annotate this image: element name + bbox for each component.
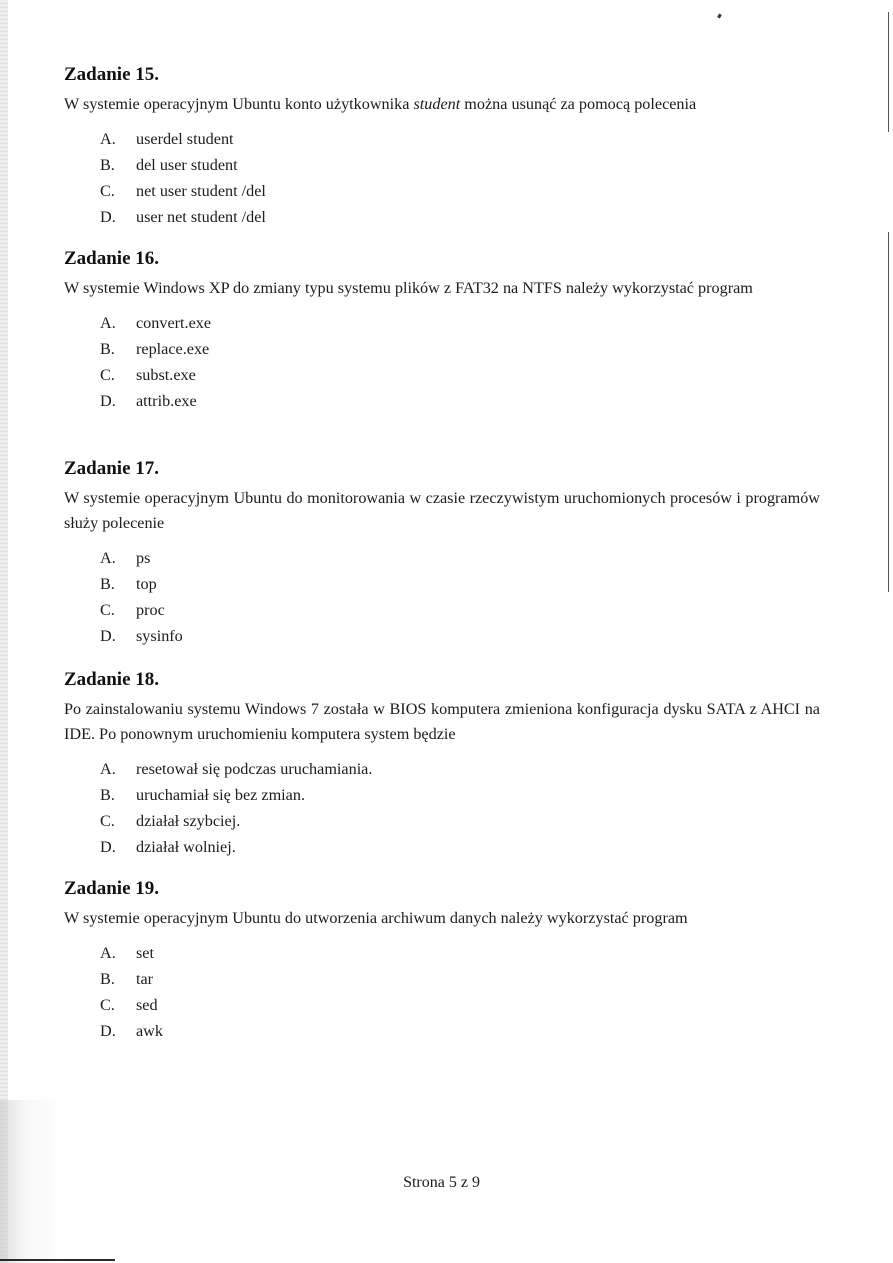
answer-option-c <box>100 992 820 1018</box>
answer-letter: B. <box>100 156 115 174</box>
answer-letter: C. <box>100 812 115 830</box>
answer-option-a <box>100 545 820 571</box>
answer-text: attrib.exe <box>136 392 197 410</box>
answer-letter: A. <box>100 760 116 778</box>
task-19 <box>64 878 820 1044</box>
task-title: Zadanie 18. <box>64 669 160 690</box>
answer-letter: B. <box>100 575 115 593</box>
answer-text: tar <box>136 970 154 988</box>
scan-gutter <box>0 0 8 1263</box>
question-text: W systemie operacyjnym Ubuntu konto użytkownika <box>64 95 414 113</box>
answer-letter: B. <box>100 786 115 804</box>
answer-text: resetował się podczas uruchamiania. <box>136 760 373 778</box>
answer-letter: B. <box>100 340 115 358</box>
task-title: Zadanie 15. <box>64 64 160 85</box>
task-question <box>64 92 820 117</box>
answer-text: userdel student <box>136 130 234 148</box>
task-question: W systemie Windows XP do zmiany typu systemu plików z FAT32 na NTFS należy wykorzystać program <box>64 279 753 297</box>
answer-list <box>64 940 820 1044</box>
answer-list <box>64 756 820 860</box>
task-18 <box>64 669 820 860</box>
answer-text: set <box>136 944 154 962</box>
task-title: Zadanie 17. <box>64 458 160 479</box>
answer-list <box>64 310 820 414</box>
answer-letter: C. <box>100 182 115 200</box>
answer-option-c <box>100 362 820 388</box>
answer-letter: B. <box>100 970 115 988</box>
answer-letter: D. <box>100 1022 116 1040</box>
page-number: Strona 5 z 9 <box>403 1174 480 1191</box>
answer-letter: A. <box>100 314 116 332</box>
task-title: Zadanie 16. <box>64 248 160 269</box>
answer-option-b <box>100 782 820 808</box>
answer-option-a <box>100 756 820 782</box>
answer-option-a <box>100 126 820 152</box>
answer-option-a <box>100 310 820 336</box>
question-text: można usunąć za pomocą polecenia <box>460 95 697 113</box>
answer-option-c <box>100 597 820 623</box>
task-question: W systemie operacyjnym Ubuntu do utworzenia archiwum danych należy wykorzystać program <box>64 909 688 927</box>
task-15 <box>64 64 820 230</box>
answer-letter: A. <box>100 130 116 148</box>
answer-option-d <box>100 388 820 414</box>
task-16 <box>64 248 820 414</box>
answer-text: convert.exe <box>136 314 212 332</box>
answer-option-c <box>100 808 820 834</box>
answer-text: user net student /del <box>136 208 266 226</box>
answer-letter: D. <box>100 392 116 410</box>
answer-letter: C. <box>100 601 115 619</box>
answer-option-d <box>100 1018 820 1044</box>
answer-letter: D. <box>100 208 116 226</box>
answer-text: awk <box>136 1022 163 1040</box>
scan-speck <box>717 14 722 19</box>
answer-letter: D. <box>100 838 116 856</box>
answer-text: del user student <box>136 156 238 174</box>
scan-edge-line <box>0 1259 115 1261</box>
answer-option-d <box>100 834 820 860</box>
answer-letter: C. <box>100 366 115 384</box>
answer-text: net user student /del <box>136 182 266 200</box>
answer-text: proc <box>136 601 165 619</box>
answer-letter: C. <box>100 996 115 1014</box>
answer-option-b <box>100 152 820 178</box>
answer-text: ps <box>136 549 151 567</box>
answer-list <box>64 545 820 649</box>
answer-option-d <box>100 623 820 649</box>
task-17 <box>64 458 820 649</box>
answer-option-a <box>100 940 820 966</box>
answer-text: top <box>136 575 157 593</box>
answer-option-d <box>100 204 820 230</box>
answer-text: uruchamiał się bez zmian. <box>136 786 305 804</box>
question-emphasis: student <box>413 95 461 113</box>
answer-option-b <box>100 966 820 992</box>
task-question: W systemie operacyjnym Ubuntu do monitorowania w czasie rzeczywistym uruchomionych procesów i programów służy polecenie <box>64 489 820 532</box>
answer-list <box>64 126 820 230</box>
answer-letter: D. <box>100 627 116 645</box>
scan-margin-line <box>888 12 889 132</box>
answer-option-c <box>100 178 820 204</box>
answer-text: sysinfo <box>136 627 183 645</box>
answer-text: działał wolniej. <box>136 838 236 856</box>
answer-text: sed <box>136 996 158 1014</box>
scan-margin-line <box>888 232 889 592</box>
answer-text: działał szybciej. <box>136 812 241 830</box>
answer-option-b <box>100 336 820 362</box>
answer-text: replace.exe <box>136 340 210 358</box>
task-question: Po zainstalowaniu systemu Windows 7 została w BIOS komputera zmieniona konfiguracja dysku SATA z AHCI na IDE. Po ponownym uruchomieniu komputera system będzie <box>64 700 820 743</box>
answer-letter: A. <box>100 944 116 962</box>
answer-letter: A. <box>100 549 116 567</box>
answer-text: subst.exe <box>136 366 196 384</box>
answer-option-b <box>100 571 820 597</box>
task-title: Zadanie 19. <box>64 878 160 899</box>
